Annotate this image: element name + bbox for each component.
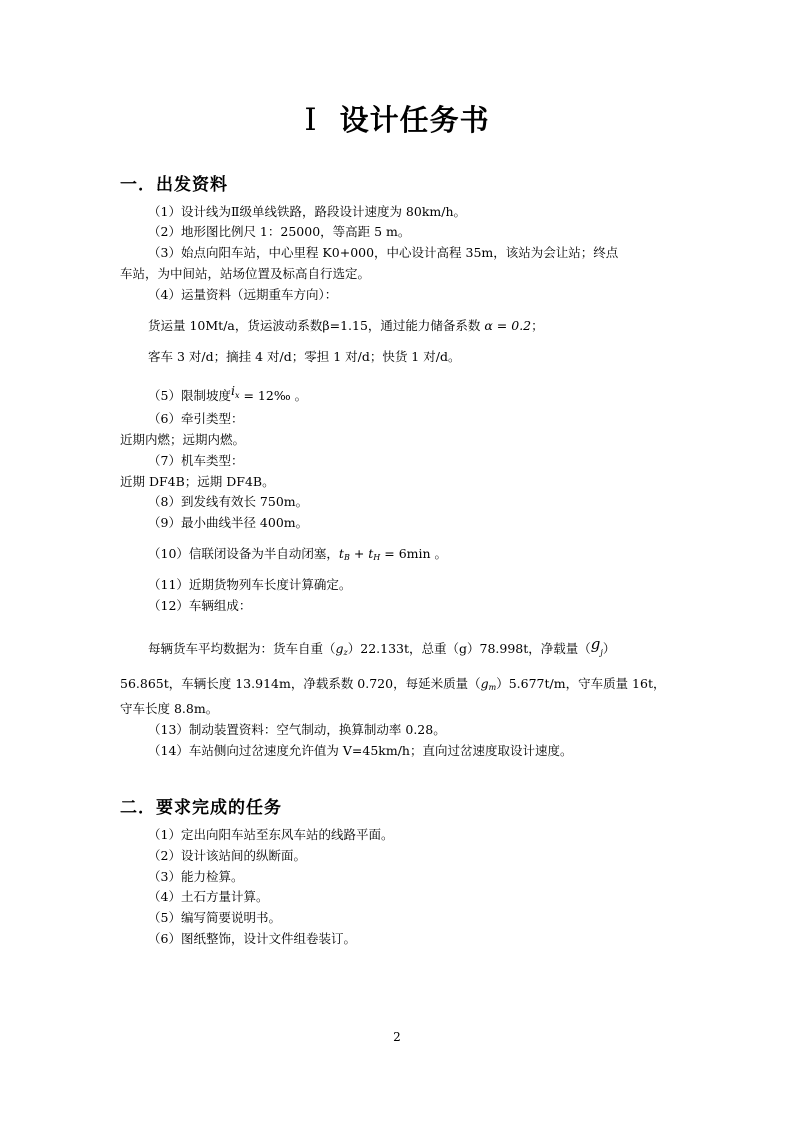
- wagon-text-4: 56.865t，车辆长度 13.914m，净载系数 0.720，每延米质量（: [120, 676, 481, 691]
- item-3: （3）始点向阳车站，中心里程 K0+000，中心设计高程 35m，该站为会让站；终点: [148, 245, 619, 260]
- gm-symbol: g: [480, 676, 489, 691]
- item-7: （7）机车类型：: [148, 453, 244, 468]
- grade-subscript: x: [234, 391, 240, 400]
- section-heading-2: 二．要求完成的任务: [120, 798, 282, 818]
- grade-symbol: i: [230, 383, 235, 398]
- item-2: （2）地形图比例尺 1：25000，等高距 5 m。: [148, 224, 411, 239]
- freight-end: ；: [531, 318, 544, 333]
- signal-text: （10）信联闭设备为半自动闭塞，: [148, 546, 339, 561]
- item-13: （13）制动装置资料：空气制动，换算制动率 0.28。: [148, 722, 446, 737]
- wagon-text-5: ）5.677t/m，守车质量 16t，: [496, 676, 666, 691]
- item-5: [148, 383, 307, 404]
- task-3: （3）能力检算。: [148, 869, 244, 884]
- signal-value: = 6min: [380, 546, 431, 561]
- item-6-detail: 近期内燃；远期内燃。: [120, 432, 246, 447]
- task-6: （6）图纸整饰，设计文件组卷装订。: [148, 931, 356, 946]
- item-9: （9）最小曲线半径 400m。: [148, 515, 309, 530]
- task-2: （2）设计该站间的纵断面。: [148, 848, 306, 863]
- gj-symbol: g: [590, 635, 601, 653]
- title-number: I: [304, 102, 318, 138]
- task-1: （1）定出向阳车站至东风车站的线路平面。: [148, 827, 394, 842]
- item-11: （11）近期货物列车长度计算确定。: [148, 577, 352, 592]
- item-3-cont: 车站，为中间站，站场位置及标高自行选定。: [120, 266, 371, 281]
- task-5: （5）编写简要说明书。: [148, 910, 281, 925]
- item-12-line-3: 守车长度 8.8m。: [120, 701, 219, 716]
- item-7-detail: 近期 DF4B；远期 DF4B。: [120, 474, 275, 489]
- wagon-text-3: ）: [602, 641, 616, 656]
- th-subscript: H: [373, 553, 381, 562]
- section-heading-1: 一．出发资料: [120, 175, 228, 195]
- item-4-passenger: 客车 3 对/d；摘挂 4 对/d；零担 1 对/d；快货 1 对/d。: [148, 349, 461, 364]
- item-8: （8）到发线有效长 750m。: [148, 494, 309, 509]
- plus-sign: +: [349, 546, 369, 561]
- item-14: （14）车站侧向过岔速度允许值为 V=45km/h；直向过岔速度取设计速度。: [148, 743, 573, 758]
- item-4: （4）运量资料（远期重车方向）：: [148, 287, 338, 302]
- tb-subscript: B: [343, 553, 350, 562]
- wagon-text-2: ）22.133t，总重（g）78.998t，净载量（: [347, 641, 591, 656]
- task-4: （4）土石方量计算。: [148, 889, 269, 904]
- item-10: [148, 546, 447, 566]
- th-symbol: t: [368, 546, 374, 561]
- grade-value: = 12‰: [243, 388, 291, 403]
- gj-subscript: j: [600, 648, 603, 657]
- item-6: （6）牵引类型：: [148, 411, 244, 426]
- gz-symbol: g: [335, 641, 344, 656]
- wagon-text-1: 每辆货车平均数据为：货车自重（: [148, 641, 336, 656]
- item-12-line-1: [148, 636, 615, 661]
- tb-symbol: t: [338, 546, 344, 561]
- item-12: （12）车辆组成：: [148, 598, 252, 613]
- gm-subscript: m: [488, 683, 497, 692]
- gz-subscript: z: [343, 648, 348, 657]
- item-1: （1）设计线为Ⅱ级单线铁路，路段设计速度为 80km/h。: [148, 204, 467, 219]
- item-12-line-2: [120, 676, 665, 696]
- title-text: 设计任务书: [339, 103, 490, 137]
- alpha-formula: α = 0.2: [484, 318, 532, 333]
- freight-text: 货运量 10Mt/a，货运波动系数β=1.15，通过能力储备系数: [148, 318, 481, 333]
- item-4-freight: [148, 318, 544, 334]
- signal-end: 。: [434, 546, 448, 561]
- grade-end: 。: [294, 388, 308, 403]
- grade-text: （5）限制坡度: [148, 388, 231, 403]
- page-number: 2: [393, 1030, 401, 1044]
- page-title: [0, 98, 794, 139]
